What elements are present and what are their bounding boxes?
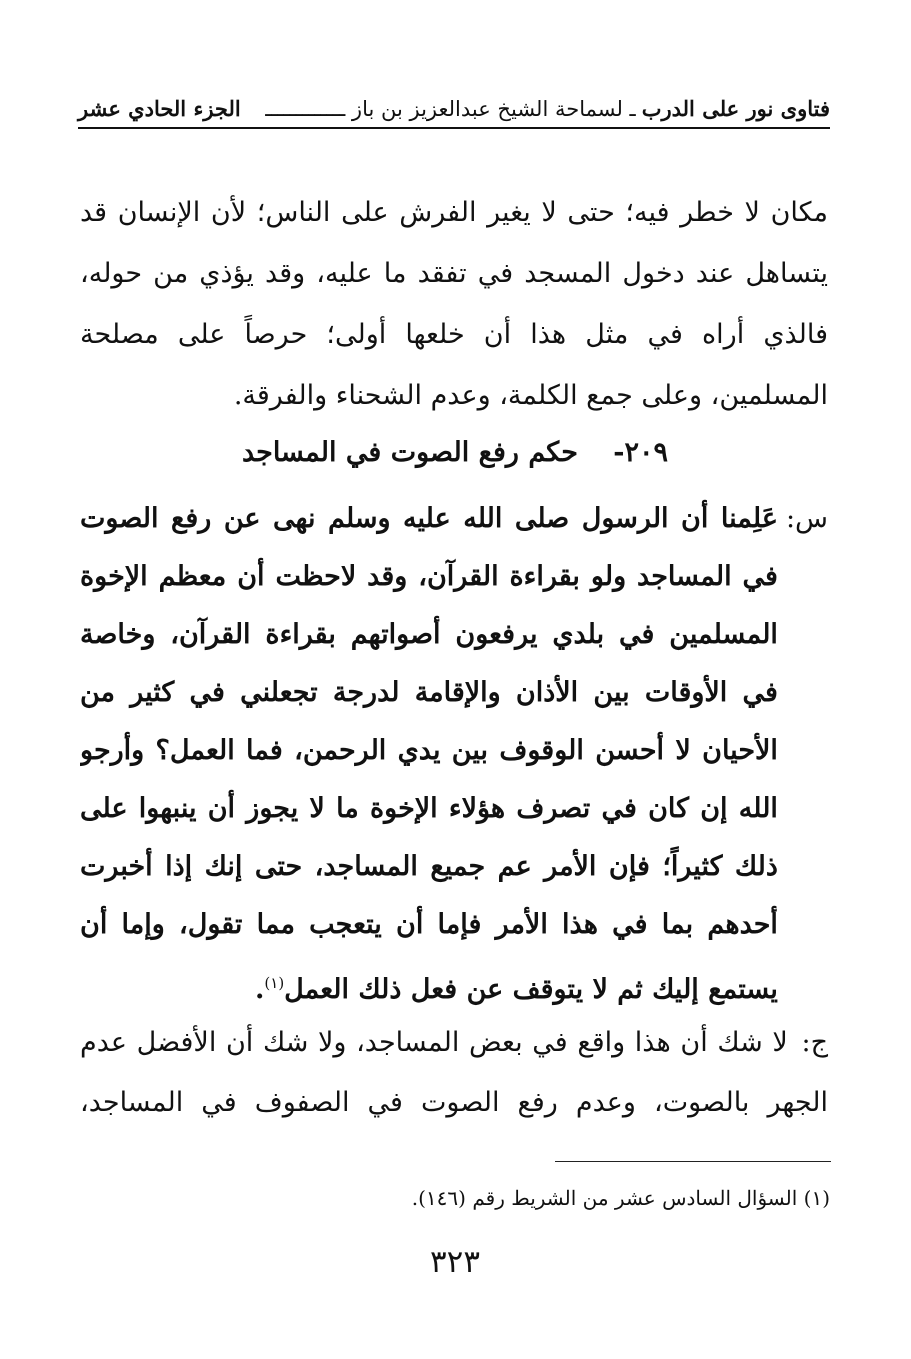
- question-label: س:: [785, 503, 828, 534]
- section-title: حكم رفع الصوت في المساجد: [241, 437, 578, 468]
- section-number: ٢٠٩-: [613, 437, 669, 468]
- intro-paragraph: مكان لا خطر فيه؛ حتى لا يغير الفرش على الناس؛ لأن الإنسان قد يتساهل عند دخول المسجد في تفقد ما عليه، وقد يؤذي من حوله، فالذي أراه في مثل هذا أن خلعها أولى؛ حرصاً على مصلحة المسلمين، وعلى جمع الكلمة، وعدم الشحناء والفرقة.: [80, 197, 828, 411]
- running-header: [78, 92, 830, 126]
- header-book-title: فتاوى نور على الدرب: [641, 96, 830, 121]
- header-author: ـ لسماحة الشيخ عبدالعزيز بن باز ـــــــــــــ: [265, 97, 636, 121]
- header-title-group: [265, 92, 830, 126]
- header-rule: [78, 127, 830, 129]
- question-body: [80, 490, 778, 1019]
- question-block: [80, 490, 828, 1019]
- section-heading: [80, 428, 830, 478]
- answer-block: [80, 1013, 828, 1133]
- page-number: ٣٢٣: [430, 1244, 480, 1280]
- footnote-divider: [555, 1161, 831, 1162]
- answer-label: ج:: [801, 1027, 828, 1058]
- header-volume: الجزء الحادي عشر: [78, 96, 241, 121]
- question-text: عَلِمنا أن الرسول صلى الله عليه وسلم نهى عن رفع الصوت في المساجد ولو بقراءة القرآن، وقد لاحظت أن معظم الإخوة المسلمين في بلدي يرفعون أصواتهم بقراءة القرآن، وخاصة في الأوقات بين الأذان والإقامة لدرجة تجعلني في كثير من الأحيان لا أحسن الوقوف بين يدي الرحمن، فما العمل؟ وأرجو الله إن كان في تصرف هؤلاء الإخوة ما لا يجوز أن ينبهوا على ذلك كثيراً؛ فإن الأمر عم جميع المساجد، حتى إنك إذا أخبرت أحدهم بما في هذا الأمر فإما أن يتعجب مما تقول، وإما أن يستمع إليك ثم لا يتوقف عن فعل ذلك العمل: [80, 503, 778, 1005]
- footnote-reference: (١): [264, 974, 285, 992]
- answer-text: لا شك أن هذا واقع في بعض المساجد، ولا شك أن الأفضل عدم الجهر بالصوت، وعدم رفع الصوت في الصفوف في المساجد،: [80, 1027, 828, 1118]
- footnote: (١) السؤال السادس عشر من الشريط رقم (١٤٦).: [411, 1186, 830, 1210]
- question-end-punctuation: .: [254, 974, 265, 1005]
